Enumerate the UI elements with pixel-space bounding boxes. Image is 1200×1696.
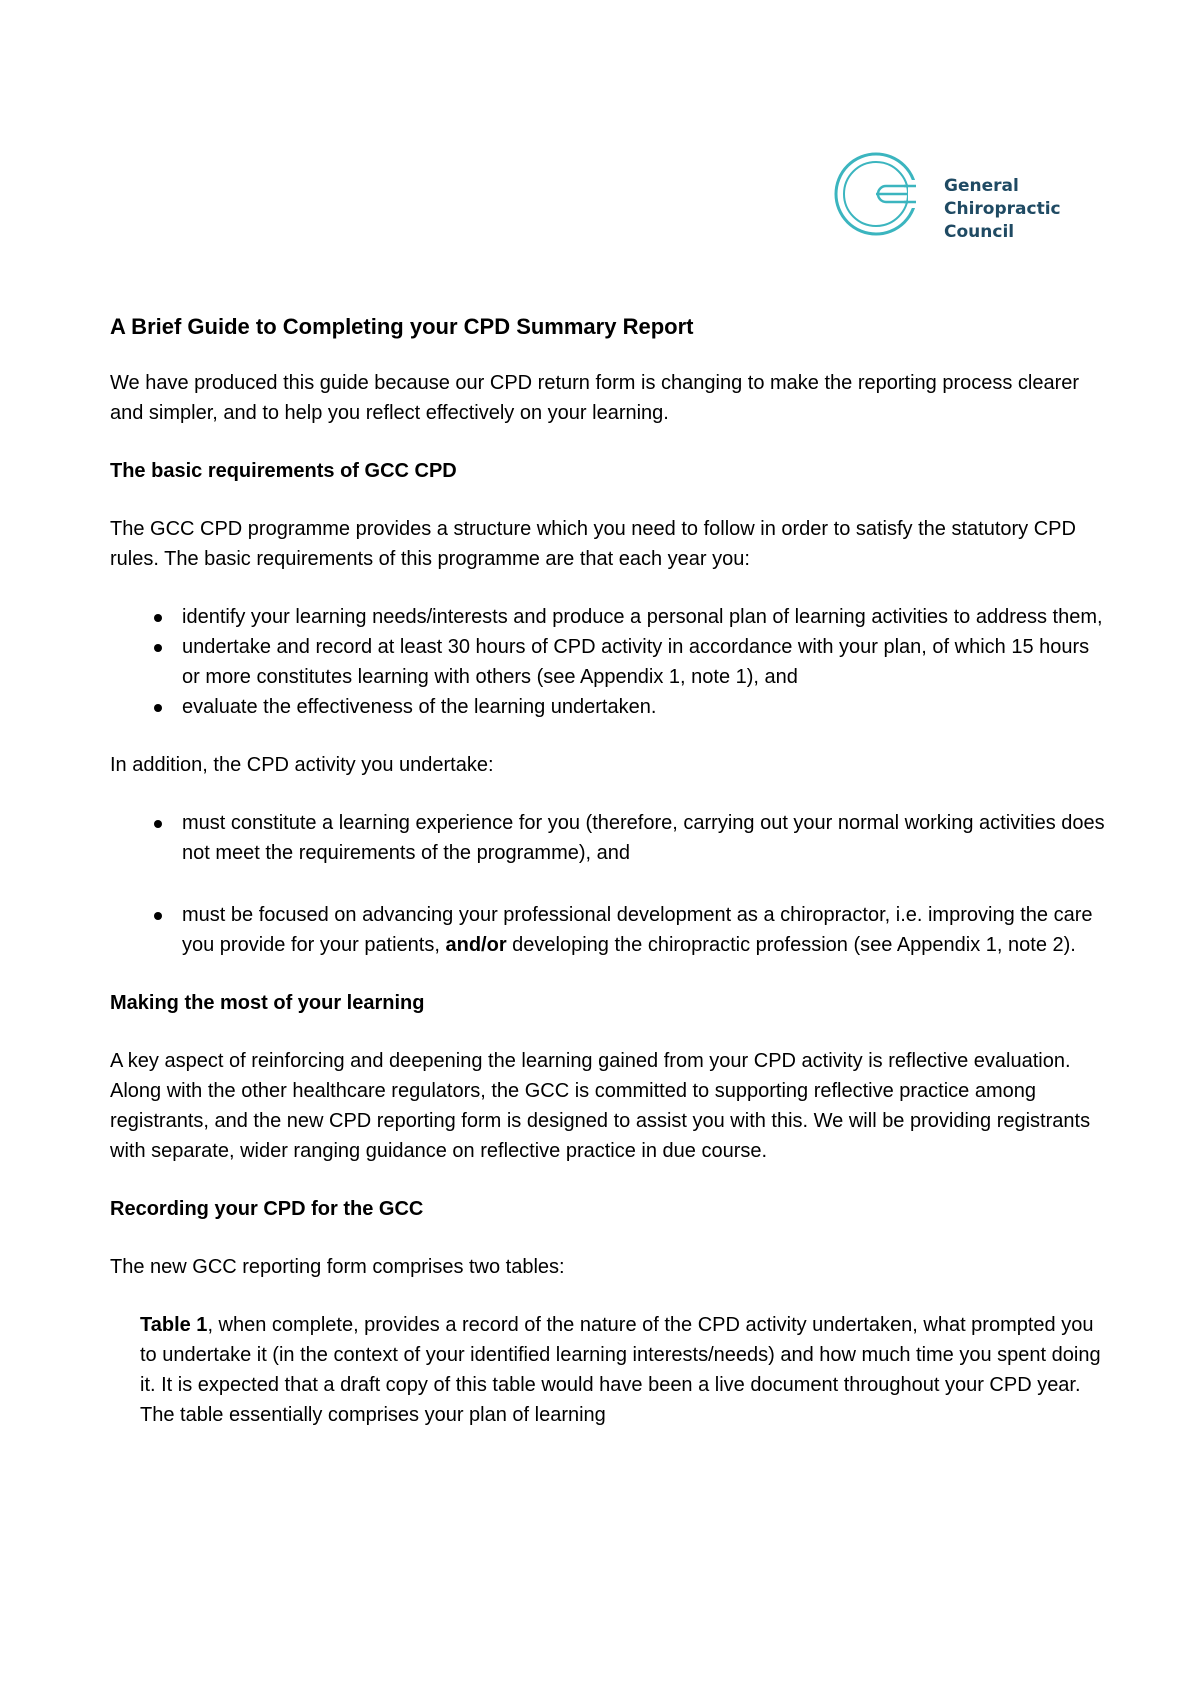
activity-criteria-list [110, 808, 1110, 960]
requirements-list [110, 602, 1110, 722]
table1-description: , when complete, provides a record of the nature of the CPD activity undertaken, what prompted you to undertake it (in the context of your identified learning interests/needs) and how much time you spent doing it. It is expected that a draft copy of this table would have been a live document throughout your CPD year. The table essentially comprises your plan of learning [140, 1314, 1101, 1426]
learning-paragraph: A key aspect of reinforcing and deepening the learning gained from your CPD activity is reflective evaluation. Along with the other healthcare regulators, the GCC is committed to supporting reflective practice among registrants, and the new CPD reporting form is designed to assist you with this. We will be providing registrants with separate, wider ranging guidance on reflective practice in due course. [110, 1050, 1091, 1162]
recording-paragraph: The new GCC reporting form comprises two tables: [110, 1256, 565, 1278]
logo-wordmark [944, 175, 1061, 244]
section-heading-learning: Making the most of your learning [110, 992, 425, 1014]
list-item: identify your learning needs/interests and produce a personal plan of learning activities to address them, [110, 602, 1110, 632]
logo-line-1: General [944, 176, 1019, 196]
page-title: A Brief Guide to Completing your CPD Summary Report [110, 314, 694, 339]
table1-label: Table 1 [140, 1314, 208, 1336]
section-heading-requirements: The basic requirements of GCC CPD [110, 460, 457, 482]
list-item: evaluate the effectiveness of the learning undertaken. [110, 692, 1110, 722]
table1-paragraph [110, 1310, 1110, 1430]
list-item [110, 900, 1110, 960]
gcc-logo [826, 152, 1076, 262]
requirements-paragraph: The GCC CPD programme provides a structure which you need to follow in order to satisfy the statutory CPD rules. The basic requirements of this programme are that each year you: [110, 518, 1076, 570]
list-item-text: must be focused on advancing your professional development as a chiropractor, i.e. improving the care you provide for your patients, [182, 904, 1093, 956]
document-body [110, 312, 1110, 1430]
list-item: undertake and record at least 30 hours of CPD activity in accordance with your plan, of which 15 hours or more constitutes learning with others (see Appendix 1, note 1), and [110, 632, 1110, 692]
gcc-logo-icon [826, 152, 936, 262]
logo-line-2: Chiropractic [944, 199, 1061, 219]
intro-paragraph: We have produced this guide because our CPD return form is changing to make the reporting process clearer and simpler, and to help you reflect effectively on your learning. [110, 372, 1080, 424]
list-item: must constitute a learning experience for you (therefore, carrying out your normal working activities does not meet the requirements of the programme), and [110, 808, 1110, 868]
addition-paragraph: In addition, the CPD activity you undertake: [110, 754, 494, 776]
section-heading-recording: Recording your CPD for the GCC [110, 1198, 424, 1220]
list-item-text: developing the chiropractic profession (see Appendix 1, note 2). [506, 934, 1076, 956]
emphasis-text: and/or [445, 934, 507, 956]
logo-line-3: Council [944, 222, 1015, 242]
